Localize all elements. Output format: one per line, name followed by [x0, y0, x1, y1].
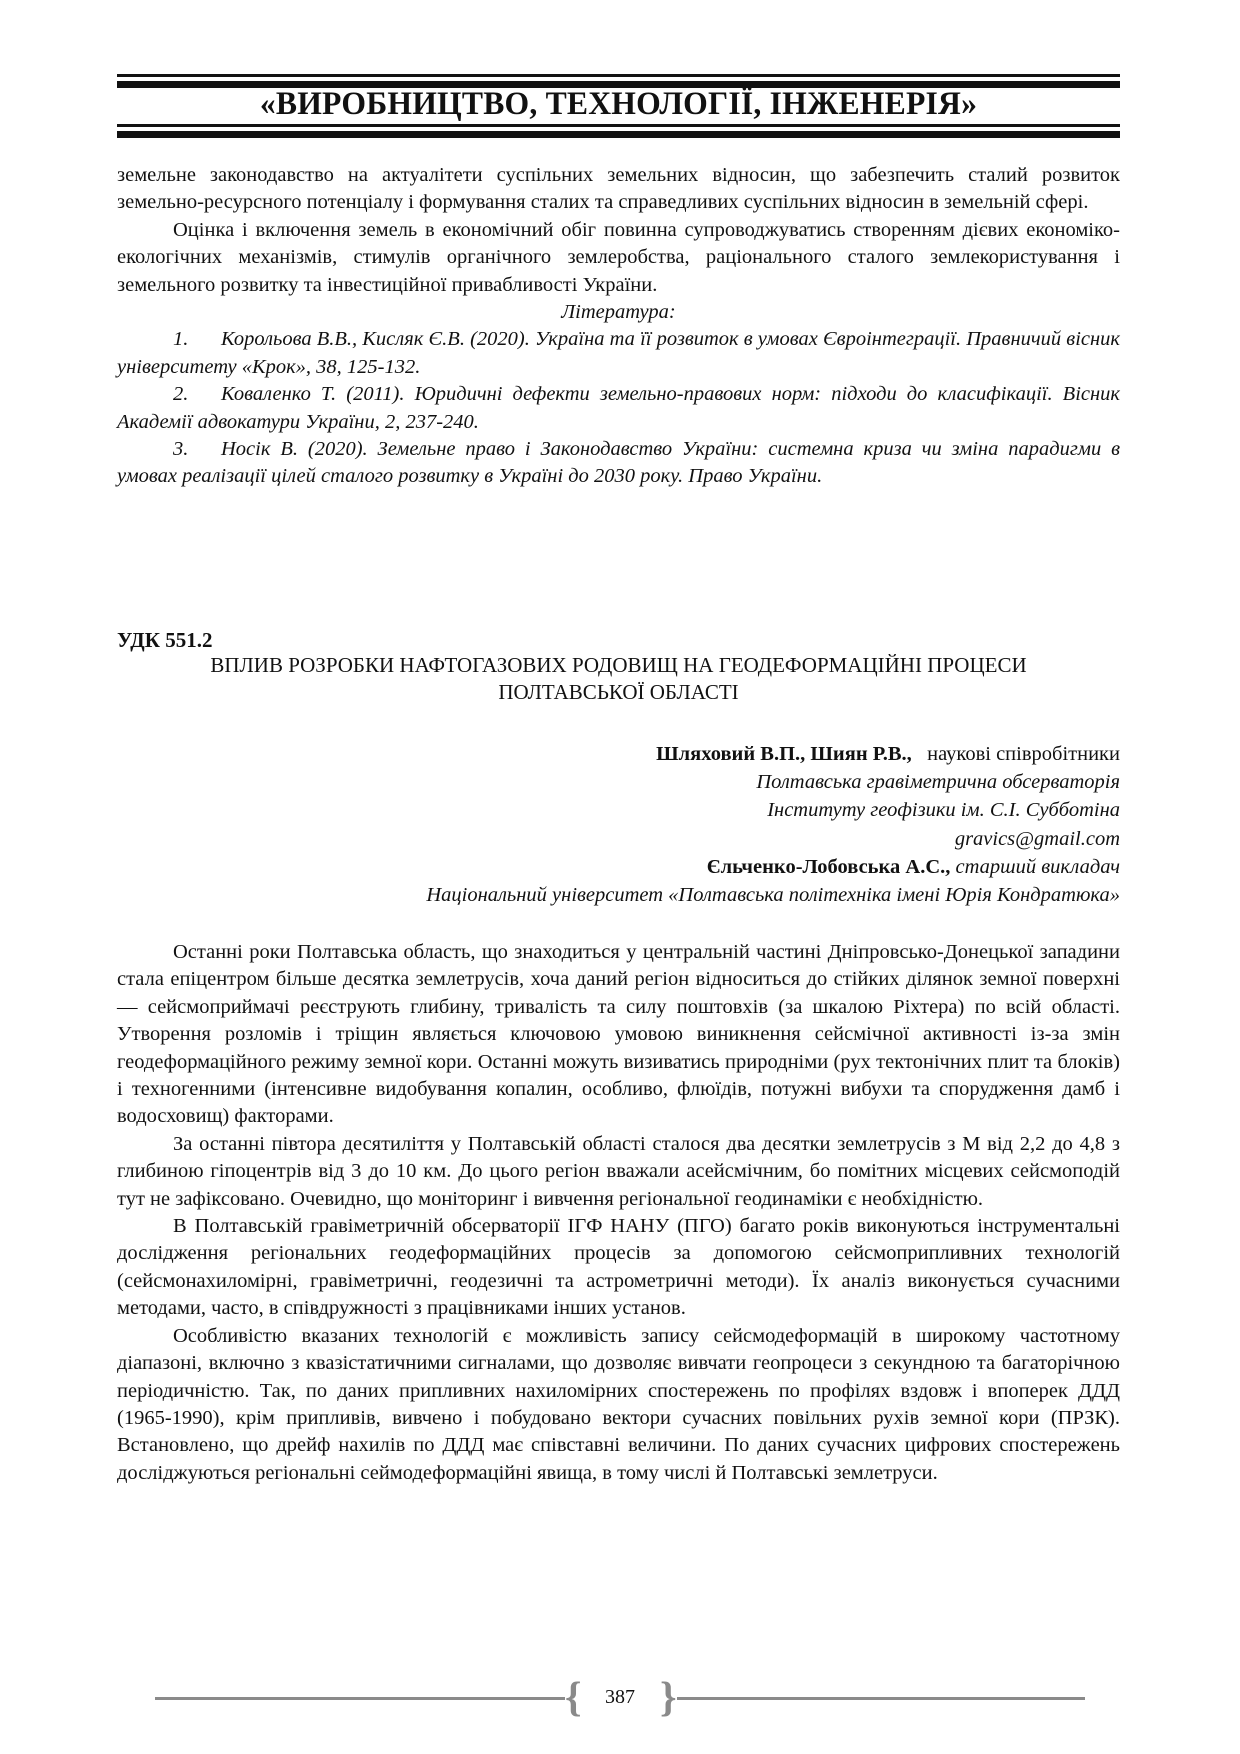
- reference-item: [117, 436, 1120, 491]
- references-heading: Література:: [561, 301, 676, 324]
- body-paragraph: Останні роки Полтавська область, що знаходиться у центральній частині Дніпровсько-Донецької западини стала епіцентром більше десятка землетрусів, хоча даний регіон відноситься до стійких ділянок земної поверхні — сейсмоприймачі реєструють глибину, тривалість та силу поштовхів (за шкалою Ріхтера) по всій області. Утворення розломів і тріщин являється ключовою умовою виникнення сейсмічної активності із-за змін геодеформаційного режиму земної кори. Останні можуть визиватись природніми (рух тектонічних плит та блоків) і техногенними (інтенсивне видобування копалин, особливо, флюїдів, потужні вибухи та спорудження дамб і водосховищ) факторами.: [117, 941, 1120, 1128]
- previous-article-ending: [117, 162, 1120, 491]
- author-line: [117, 853, 1120, 881]
- article-title: [117, 652, 1120, 706]
- reference-number: 2.: [173, 383, 189, 406]
- reference-item: [117, 381, 1120, 436]
- page-footer: [155, 1674, 1085, 1724]
- header-bottom-rule: [117, 124, 1120, 138]
- footer-rule-left: [155, 1697, 565, 1700]
- author-line: [117, 740, 1120, 768]
- body-paragraph: За останні півтора десятиліття у Полтавській області сталося два десятки землетрусів з М від 2,2 до 4,8 з глибиною гіпоцентрів від 3 до 10 км. До цього регіон вважали асейсмічним, бо помітних місцевих сейсмоподій тут не зафіксовано. Очевидно, що моніторинг і вивчення регіональної геодинаміки є необхідністю.: [117, 1132, 1120, 1210]
- body-paragraph: Особливістю вказаних технологій є можливість запису сейсмодеформацій в широкому частотному діапазоні, включно з квазістатичними сигналами, що дозволяє вивчати геопроцеси з секундною та багаторічною періодичністю. Так, по даних припливних нахиломірних спостережень по профілях вздовж і впоперек ДДД (1965-1990), крім припливів, вивчено і побудовано вектори сучасних повільних рухів земної кори (ПРЗК). Встановлено, що дрейф нахилів по ДДД має співставні величини. По даних сучасних цифрових спостережень досліджуються регіональні сеймодеформаційні явища, в тому числі й Полтавські землетруси.: [117, 1324, 1120, 1484]
- reference-item: [117, 326, 1120, 381]
- author-affiliation: Полтавська гравіметрична обсерваторія: [756, 771, 1120, 794]
- body-paragraph: Оцінка і включення земель в економічний обіг повинна супроводжуватись створенням дієвих економіко-екологічних механізмів, стимулів органічного землеробства, раціонального сталого землекористування і земельного розвитку та інвестиційної привабливості України.: [117, 218, 1120, 296]
- article-body: [117, 939, 1120, 1487]
- reference-text: Коваленко Т. (2011). Юридичні дефекти земельно-правових норм: підходи до класифікації. Вісник Академії адвокатури України, 2, 237-240.: [117, 383, 1120, 433]
- author-position: наукові співробітники: [927, 743, 1120, 765]
- article-title-line: ПОЛТАВСЬКОЇ ОБЛАСТІ: [498, 680, 739, 704]
- page-number: 387: [605, 1686, 635, 1708]
- reference-text: Носік В. (2020). Земельне право і Законодавство України: системна криза чи зміна парадигми в умовах реалізації цілей сталого розвитку в Україні до 2030 року. Право України.: [117, 438, 1120, 488]
- article-title-line: ВПЛИВ РОЗРОБКИ НАФТОГАЗОВИХ РОДОВИЩ НА ГЕОДЕФОРМАЦІЙНІ ПРОЦЕСИ: [210, 653, 1027, 677]
- author-affiliation: Інституту геофізики ім. С.І. Субботіна: [767, 799, 1120, 822]
- reference-text: Корольова В.В., Кисляк Є.В. (2020). Україна та її розвиток в умовах Євроінтеграції. Правничий вісник університету «Крок», 38, 125-132.: [117, 328, 1120, 378]
- footer-rule-right: [677, 1697, 1085, 1700]
- author-names: Шляховий В.П., Шиян Р.В.,: [656, 743, 912, 765]
- body-paragraph: земельне законодавство на актуалітети суспільних земельних відносин, що забезпечить сталий розвиток земельно-ресурсного потенціалу і формування сталих та справедливих суспільних відносин в земельній сфері.: [117, 164, 1120, 214]
- journal-title: «ВИРОБНИЦТВО, ТЕХНОЛОГІЇ, ІНЖЕНЕРІЯ»: [259, 86, 978, 122]
- authors-block: [117, 740, 1120, 909]
- author-email[interactable]: gravics@gmail.com: [954, 827, 1120, 850]
- body-paragraph: В Полтавській гравіметричній обсерваторії ІГФ НАНУ (ПГО) багато років виконуються інструментальні дослідження регіональних геодеформаційних процесів за допомогою сейсмоприпливних технологій (сейсмонахиломірні, гравіметричні, геодезичні та астрометричні методи). Їх аналіз виконується сучасними методами, часто, в співдружності з працівниками інших установ.: [117, 1215, 1120, 1320]
- left-brace-icon: {: [565, 1675, 582, 1721]
- reference-number: 3.: [173, 438, 189, 461]
- right-brace-icon: }: [660, 1675, 677, 1721]
- author-position: старший викладач: [955, 855, 1120, 878]
- reference-number: 1.: [173, 328, 189, 351]
- udk-code: УДК 551.2: [117, 628, 213, 652]
- author-names: Єльченко-Лобовська А.С.,: [706, 855, 951, 878]
- author-affiliation: Національний університет «Полтавська політехніка імені Юрія Кондратюка»: [426, 884, 1120, 907]
